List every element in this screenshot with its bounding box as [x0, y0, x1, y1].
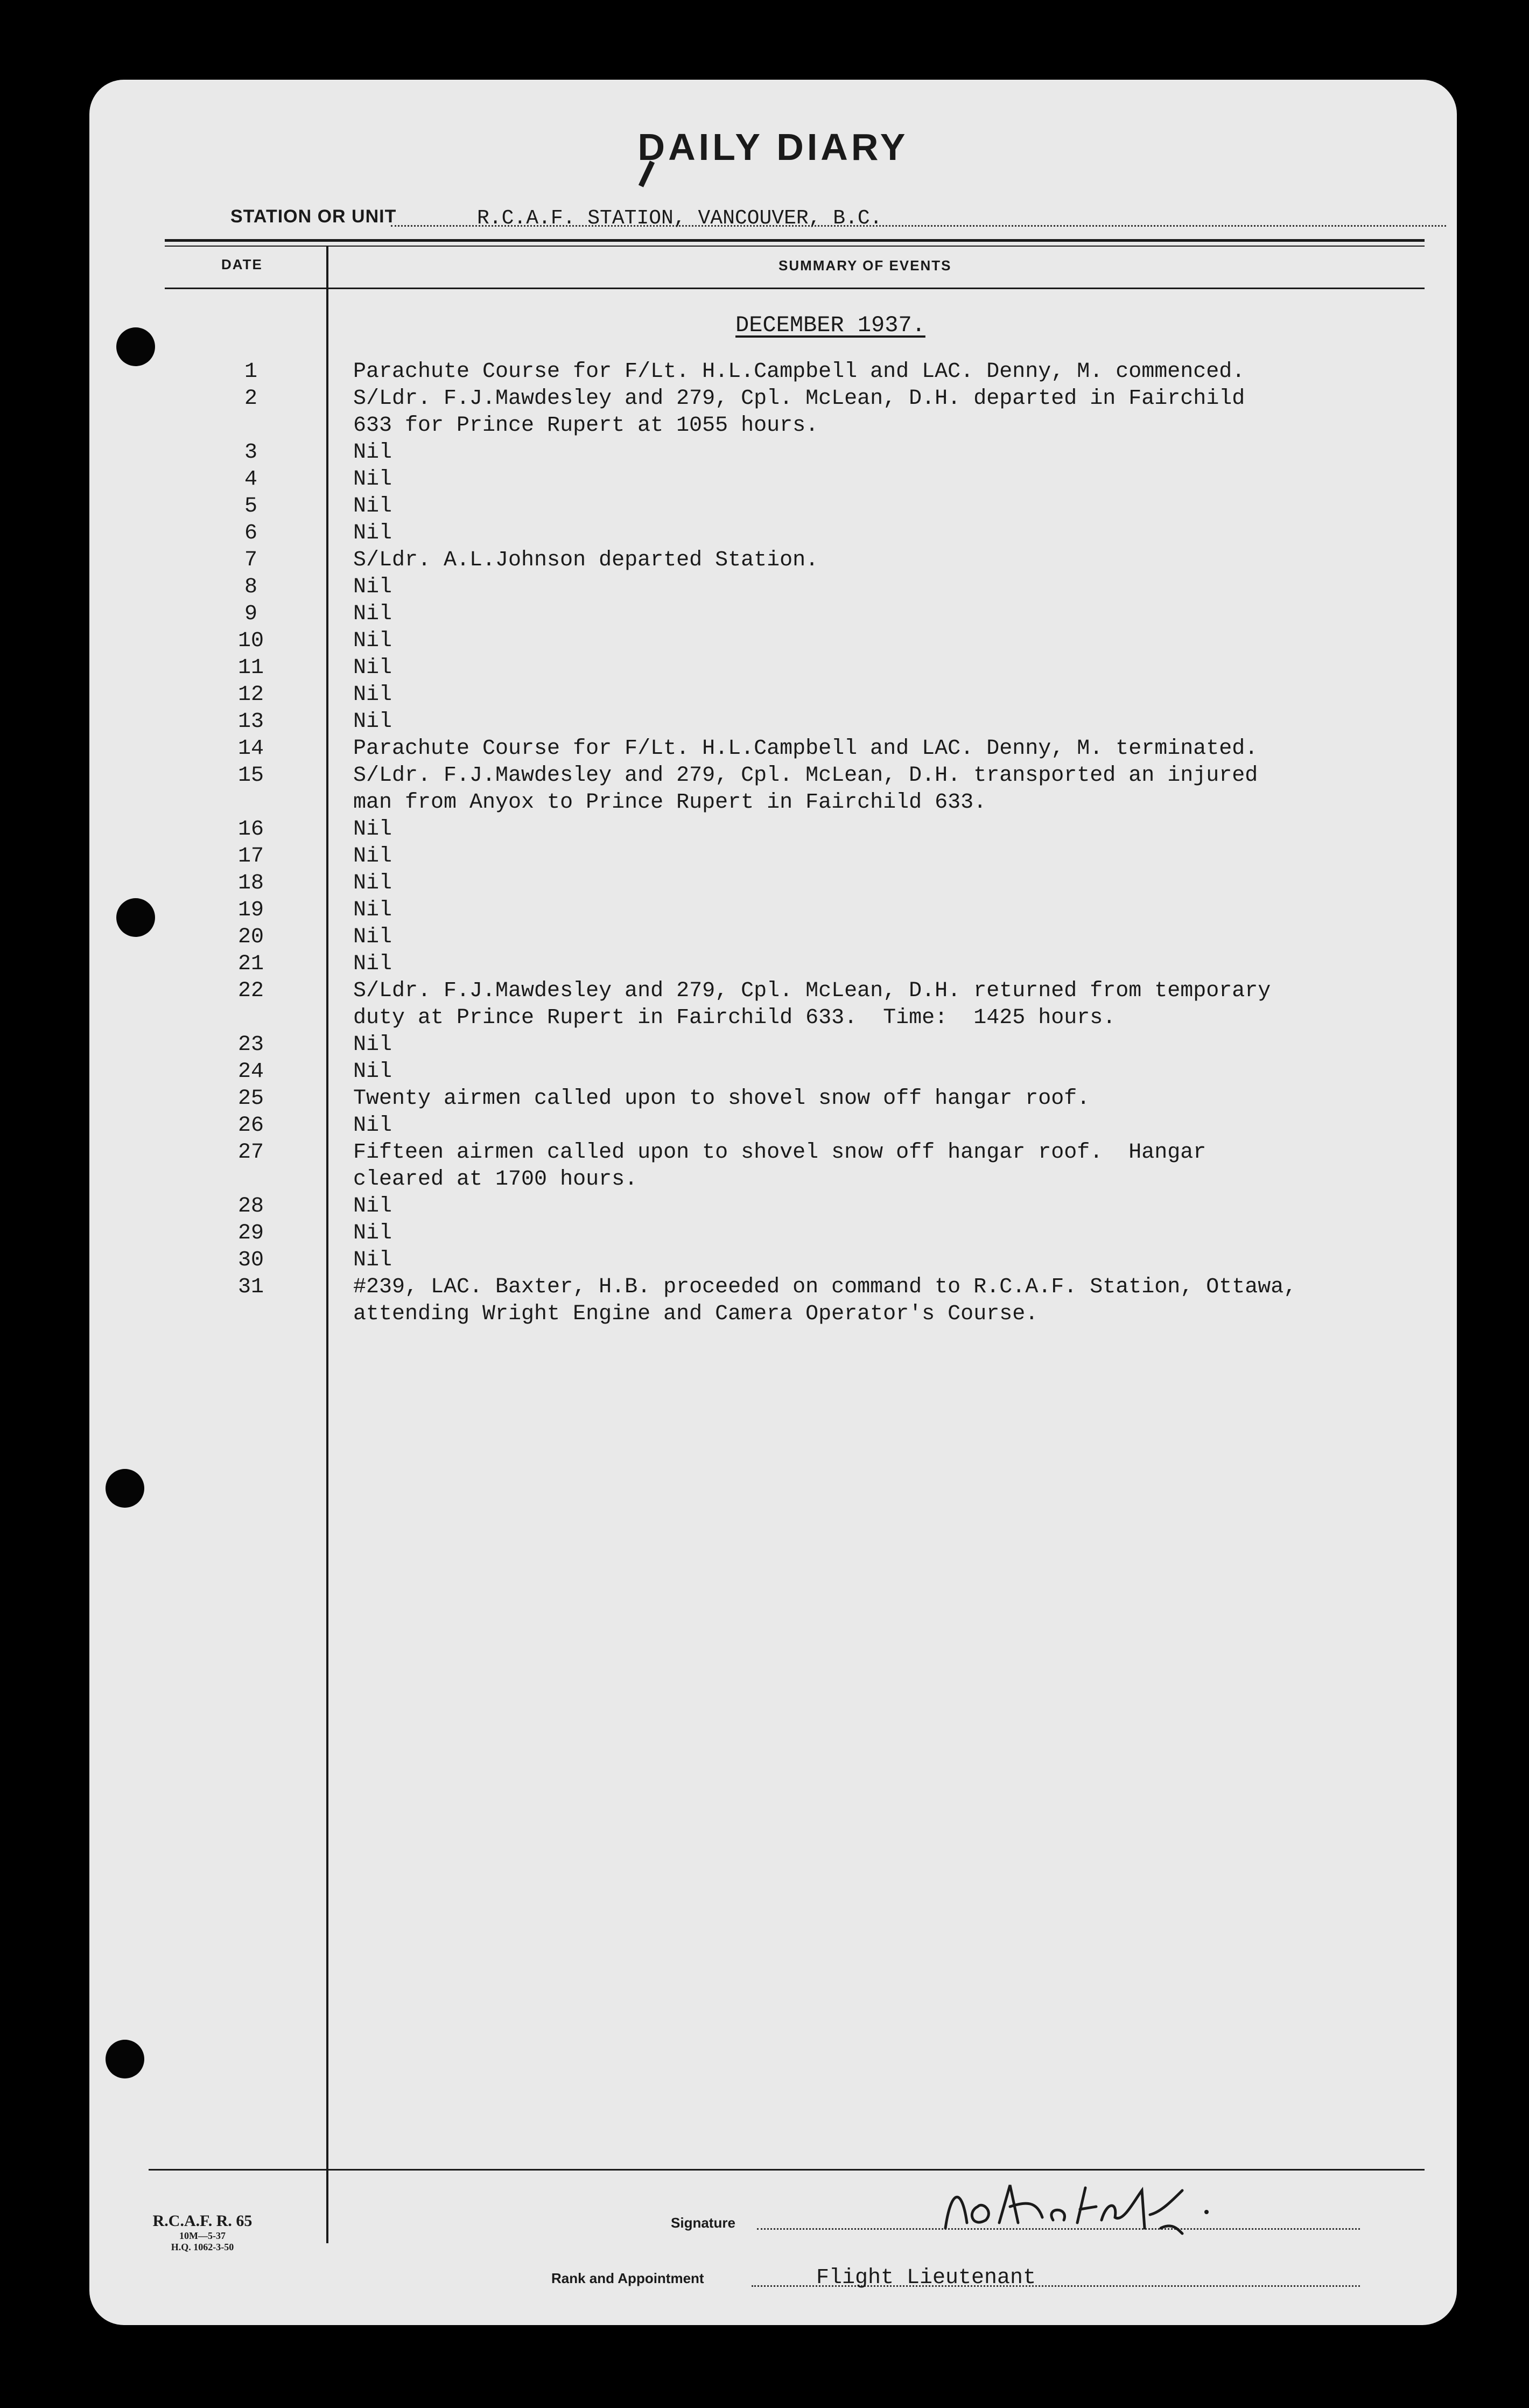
entry-date: 29	[237, 1221, 264, 1245]
entry-date: 13	[237, 710, 264, 734]
form-number-block	[149, 2212, 256, 2253]
entry-summary: Nil	[353, 710, 392, 734]
entry-summary: S/Ldr. F.J.Mawdesley and 279, Cpl. McLean, D.H. departed in Fairchild 633 for Prince Rupert at 1055 hours.	[353, 387, 1245, 438]
entry-summary: Nil	[353, 898, 392, 922]
entry-summary: Nil	[353, 1033, 392, 1057]
entry-date: 10	[237, 629, 264, 653]
entry-summary: Nil	[353, 952, 392, 976]
header-rule-top	[165, 239, 1425, 242]
entry-summary: Nil	[353, 1221, 392, 1245]
binder-hole-3	[106, 1469, 144, 1508]
entry-summary: S/Ldr. F.J.Mawdesley and 279, Cpl. McLean, D.H. transported an injured man from Anyox to Prince Rupert in Fairchild 633.	[353, 764, 1258, 815]
form-title: DAILY DIARY	[637, 126, 909, 168]
entry-summary: Nil	[353, 575, 392, 599]
entry-summary: #239, LAC. Baxter, H.B. proceeded on command to R.C.A.F. Station, Ottawa, attending Wright Engine and Camera Operator's Course.	[353, 1275, 1297, 1326]
entry-summary: Nil	[353, 683, 392, 707]
entry-summary: Nil	[353, 1060, 392, 1084]
entry-summary: Nil	[353, 1194, 392, 1219]
entry-date: 2	[244, 387, 257, 411]
header-rule-thin	[165, 246, 1425, 247]
entry-date: 26	[237, 1114, 264, 1138]
entry-summary: Nil	[353, 602, 392, 626]
entry-summary: Twenty airmen called upon to shovel snow off hangar roof.	[353, 1087, 1090, 1111]
entry-date: 9	[244, 602, 257, 626]
entry-summary: Fifteen airmen called upon to shovel snow off hangar roof. Hangar cleared at 1700 hours.	[353, 1140, 1207, 1192]
entry-summary: Nil	[353, 871, 392, 895]
print-line-1: 10M—5-37	[179, 2230, 226, 2241]
rank-value: Flight Lieutenant	[816, 2266, 1036, 2290]
entry-summary: Parachute Course for F/Lt. H.L.Campbell and LAC. Denny, M. terminated.	[353, 737, 1258, 761]
form-number: R.C.A.F. R. 65	[152, 2212, 253, 2230]
entry-summary: Nil	[353, 440, 392, 465]
entry-date: 15	[237, 764, 264, 788]
entry-date: 11	[237, 656, 264, 680]
entry-summary: Nil	[353, 629, 392, 653]
entry-date: 12	[237, 683, 264, 707]
entry-summary: Parachute Course for F/Lt. H.L.Campbell and LAC. Denny, M. commenced.	[353, 360, 1245, 384]
column-header-rule	[165, 288, 1425, 289]
station-value: R.C.A.F. STATION, VANCOUVER, B.C.	[477, 207, 882, 230]
diary-page	[89, 80, 1457, 2325]
signature-label: Signature	[671, 2215, 735, 2231]
entry-summary: S/Ldr. F.J.Mawdesley and 279, Cpl. McLean, D.H. returned from temporary duty at Prince Rupert in Fairchild 633. Time: 1425 hours.	[353, 979, 1271, 1030]
entry-date: 4	[244, 467, 257, 492]
entry-date: 27	[237, 1140, 264, 1165]
entry-summary: Nil	[353, 925, 392, 949]
entry-summary: Nil	[353, 656, 392, 680]
entry-date: 17	[237, 844, 264, 869]
date-column-header: DATE	[221, 256, 263, 272]
entry-summary: S/Ldr. A.L.Johnson departed Station.	[353, 548, 819, 572]
entry-summary: Nil	[353, 1114, 392, 1138]
entry-date: 24	[237, 1060, 264, 1084]
entry-date: 3	[244, 440, 257, 465]
entry-date: 23	[237, 1033, 264, 1057]
month-heading: DECEMBER 1937.	[735, 312, 925, 338]
footer-rule	[149, 2169, 1425, 2171]
entry-date: 20	[237, 925, 264, 949]
summary-column-header: SUMMARY OF EVENTS	[778, 257, 952, 274]
binder-hole-4	[106, 2040, 144, 2078]
entry-summary: Nil	[353, 844, 392, 869]
entry-summary: Nil	[353, 1248, 392, 1272]
entry-date: 7	[244, 548, 257, 572]
station-label: STATION OR UNIT	[230, 206, 397, 227]
entry-date: 5	[244, 494, 257, 519]
entry-date: 14	[237, 737, 264, 761]
entry-date: 16	[237, 817, 264, 842]
entry-date: 31	[237, 1275, 264, 1299]
entry-date: 30	[237, 1248, 264, 1272]
entry-date: 6	[244, 521, 257, 545]
handwritten-signature	[929, 2169, 1231, 2250]
entry-date: 21	[237, 952, 264, 976]
print-line-2: H.Q. 1062-3-50	[171, 2242, 234, 2252]
entry-date: 22	[237, 979, 264, 1003]
entry-summary: Nil	[353, 467, 392, 492]
entry-date: 25	[237, 1087, 264, 1111]
entry-date: 19	[237, 898, 264, 922]
entry-date: 1	[244, 360, 257, 384]
entry-summary: Nil	[353, 494, 392, 519]
entry-date: 28	[237, 1194, 264, 1219]
entry-summary: Nil	[353, 817, 392, 842]
rank-label: Rank and Appointment	[551, 2270, 704, 2286]
entry-summary: Nil	[353, 521, 392, 545]
entry-date: 8	[244, 575, 257, 599]
entry-date: 18	[237, 871, 264, 895]
